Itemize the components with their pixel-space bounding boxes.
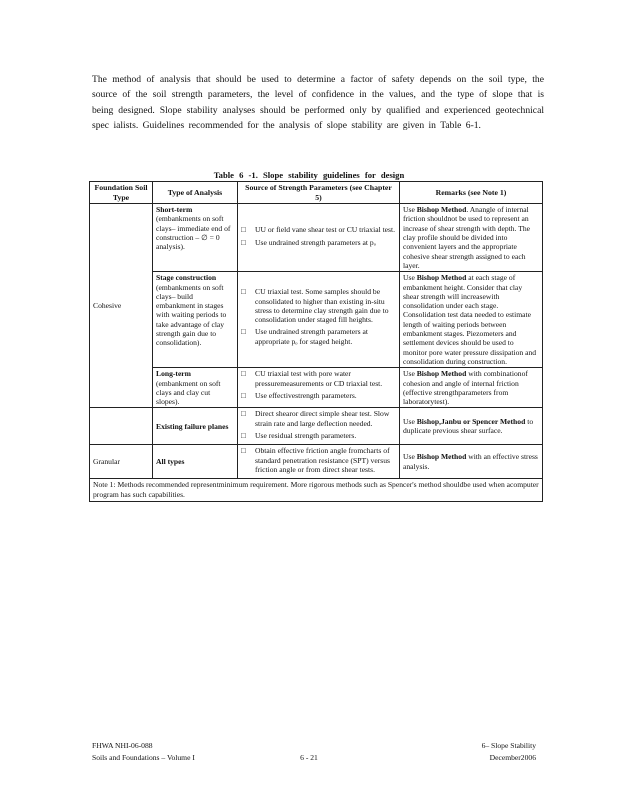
- table-note: Note 1: Methods recommended representminimum requirement. More rigorous methods such as Spencer's method shouldbe used when acomputer program has such capabilities.: [90, 479, 543, 502]
- source-cell: [238, 368, 400, 408]
- source-cell: [238, 204, 400, 272]
- source-cell: [238, 445, 400, 479]
- remarks-cell: Use Bishop,Janbu or Spencer Method to duplicate previous shear surface.: [400, 408, 543, 445]
- footer-doc-number: FHWA NHI-06-088: [92, 741, 153, 750]
- checkbox-icon: □: [241, 237, 246, 247]
- soil-type-blank: [90, 408, 153, 445]
- analysis-type-cell: [153, 272, 238, 368]
- source-item: □ Direct shearor direct simple shear test. Slow strain rate and large deflection needed.: [241, 409, 390, 428]
- table-note-row: [90, 479, 543, 502]
- checkbox-icon: □: [241, 446, 246, 456]
- analysis-type-desc: (embankment on soft clays and clay cut slopes).: [156, 378, 221, 407]
- checkbox-icon: □: [241, 327, 246, 337]
- analysis-type-desc: (embankments on soft clays– immediate end of construction – ∅ = 0 analysis).: [156, 214, 231, 252]
- page-number: 6 - 21: [300, 753, 318, 762]
- checkbox-icon: □: [241, 409, 246, 419]
- checkbox-icon: □: [241, 225, 246, 235]
- table-row: [90, 368, 543, 408]
- analysis-type-name: Existing failure planes: [156, 421, 229, 431]
- footer-chapter: 6– Slope Stability: [481, 741, 536, 750]
- source-item: □ Use effectivestrength parameters.: [241, 390, 357, 400]
- analysis-type-name: Stage construction: [156, 273, 217, 283]
- analysis-type-name: Long-term: [156, 369, 192, 379]
- table-row: [90, 408, 543, 445]
- slope-stability-guidelines-table: [89, 181, 543, 502]
- source-item: □ Use undrained strength parameters at pₒ: [241, 237, 376, 247]
- checkbox-icon: □: [241, 369, 246, 379]
- header-remarks: Remarks (see Note 1): [400, 182, 543, 204]
- checkbox-icon: □: [241, 287, 246, 297]
- analysis-type-name: Short-term: [156, 205, 193, 215]
- header-type: Type of Analysis: [153, 182, 238, 204]
- remarks-cell: Use Bishop Method. Anangle of internal friction shouldnot be used to represent an increase of shear strength with depth. The clay profile should be divided into convenient layers and the appropriate cohesive shear strength assigned to each layer.: [400, 204, 543, 272]
- source-item: □ CU triaxial test with pore water pressuremeasurements or CD triaxial test.: [241, 369, 383, 388]
- analysis-type-cell: [153, 368, 238, 408]
- table-header-row: [90, 182, 543, 204]
- source-item: □ Use residual strength parameters.: [241, 431, 357, 441]
- source-item: □ UU or field vane shear test or CU triaxial test.: [241, 225, 396, 235]
- header-source: Source of Strength Parameters (see Chapter 5): [238, 182, 400, 204]
- table-row: [90, 204, 543, 272]
- table-row: [90, 445, 543, 479]
- table-row: [90, 272, 543, 368]
- footer-right: [482, 740, 536, 764]
- source-item: □ CU triaxial test. Some samples should be consolidated to higher than existing in-situ stress to determine clay strength gain due to consolidation under staged fill heights.: [241, 287, 389, 325]
- remarks-cell: Use Bishop Method with combinationof cohesion and angle of internal friction (effective strengthparameters from laboratorytest).: [400, 368, 543, 408]
- analysis-type-cell: [153, 204, 238, 272]
- table-caption: Table 6 -1. Slope stability guidelines for design: [213, 170, 405, 180]
- analysis-type-cell: [153, 445, 238, 479]
- remarks-cell: Use Bishop Method at each stage of embankment height. Consider that clay shear strength will increasewith consolidation under each stage. Consolidation test data needed to estimate length of waiting periods between embankment stages. Piezometers and settlement devices should be used to monitor pore water pressure dissipation and consolidation during construction.: [400, 272, 543, 368]
- source-item: □ Use undrained strength parameters at appropriate pₒ for staged height.: [241, 327, 369, 346]
- footer-doc-title: Soils and Foundations – Volume I: [92, 753, 195, 762]
- soil-type-granular: Granular: [90, 445, 153, 479]
- source-item: □ Obtain effective friction angle fromcharts of standard penetration resistance (SPT) versus friction angle or from direct shear tests.: [241, 446, 390, 474]
- intro-paragraph: The method of analysis that should be used to determine a factor of safety depends on the soil type, the source of the soil strength parameters, the level of confidence in the values, and the type of slope that is being designed. Slope stability analyses should be performed only by qualified and experienced geotechnical spec ialists. Guidelines recommended for the analysis of slope stability are given in Table 6-1.: [92, 74, 544, 131]
- analysis-type-cell: [153, 408, 238, 445]
- analysis-type-desc: (embankments on soft clays– build embankment in stages with waiting periods to take advantage of clay strength gain due to consolidation).: [156, 282, 227, 348]
- checkbox-icon: □: [241, 431, 246, 441]
- source-cell: [238, 272, 400, 368]
- source-cell: [238, 408, 400, 445]
- remarks-cell: Use Bishop Method with an effective stress analysis.: [400, 445, 543, 479]
- analysis-type-name: All types: [156, 457, 185, 467]
- header-foundation: Foundation Soil Type: [90, 182, 153, 204]
- checkbox-icon: □: [241, 390, 246, 400]
- soil-type-cohesive: Cohesive: [90, 204, 153, 408]
- footer-date: December2006: [489, 753, 536, 762]
